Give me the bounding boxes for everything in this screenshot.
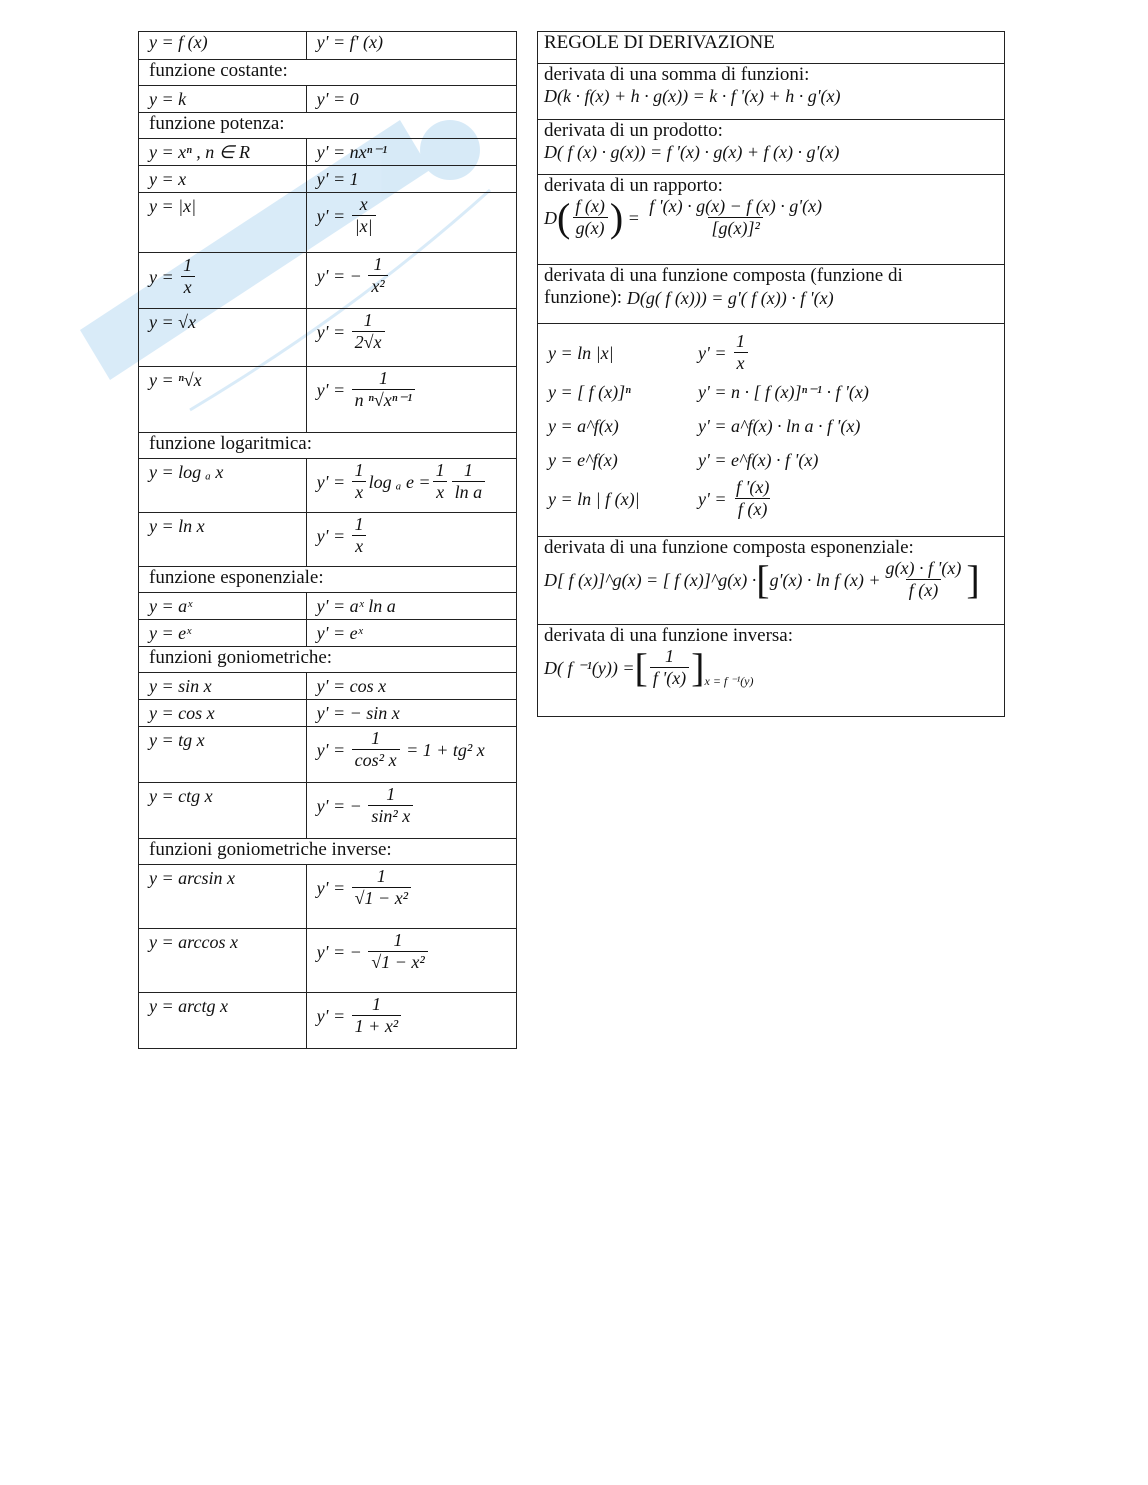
composite-rule-formula: D(g( f (x))) = g'( f (x)) · f '(x) <box>626 287 834 308</box>
fraction: $\frac{1}{x}$ <box>352 461 367 503</box>
derivative-cell: y' = $\frac{1}{x}$ log ₐ e = $\frac{1}{x}$ $\frac{1}{\text{ln a}}$ <box>306 459 516 513</box>
table-row <box>139 700 517 727</box>
table-row <box>139 865 517 929</box>
function-cell: y = ctg x <box>139 783 307 839</box>
section-title: funzione esponenziale: <box>139 567 517 593</box>
header-derivative: y' = f' (x) <box>306 32 516 60</box>
exp-composite-rule <box>538 537 1005 625</box>
function-cell: y = ln x <box>139 513 307 567</box>
table-row <box>139 367 517 433</box>
list-function: y = e^f(x) <box>548 449 618 470</box>
header-function: y = f (x) <box>139 32 307 60</box>
derivative-cell: y' = cos x <box>306 673 516 700</box>
table-row <box>139 459 517 513</box>
fraction: $\frac{1}{\text{ln a}}$ <box>452 461 486 503</box>
derivative-cell: y' = − sin x <box>306 700 516 727</box>
derivative-cell: y' = eˣ <box>306 620 516 647</box>
table-row <box>139 253 517 309</box>
section-title: funzioni goniometriche: <box>139 647 517 673</box>
section-title: funzioni goniometriche inverse: <box>139 839 517 865</box>
exp-composite-formula: D[ f (x)]^g(x) = [ f (x)]^g(x) · [ g'(x) · ln f (x) + $\frac{g(x) \cdot f '(x)}{f (x)}$ ] <box>544 557 980 603</box>
function-cell: y = log ₐ x <box>139 459 307 513</box>
table-row <box>139 513 517 567</box>
function-cell: y = arctg x <box>139 993 307 1049</box>
list-function: y = ln |x| <box>548 342 614 363</box>
table-row <box>139 193 517 253</box>
composite-rule-label-2: funzione): <box>544 287 623 308</box>
table-row <box>139 166 517 193</box>
function-cell: y = x <box>139 166 307 193</box>
ratio-rule-formula: D ( $\frac{f (x)}{g(x)}$ ) = $\frac{f '(x) \cdot g(x) - f (x) \cdot g'(x)}{\text{[g(x)]²}}$ <box>544 195 823 241</box>
fraction: $\frac{1}{\text{√1 − x²}}$ <box>368 931 427 973</box>
derivative-cell: y' = − $\frac{1}{\text{√1 − x²}}$ <box>306 929 516 993</box>
derivative-cell: y' = 1 <box>306 166 516 193</box>
fraction: $\frac{1}{x}$ <box>352 515 367 557</box>
function-cell: y = |x| <box>139 193 307 253</box>
section-title: funzione potenza: <box>139 113 517 139</box>
derivative-cell: y' = $\frac{1}{\text{√1 − x²}}$ <box>306 865 516 929</box>
rules-title: REGOLE DI DERIVAZIONE <box>538 32 1005 64</box>
function-cell: y = aˣ <box>139 593 307 620</box>
common-derivatives <box>538 324 1005 537</box>
derivative-cell: y' = 0 <box>306 86 516 113</box>
table-row <box>139 783 517 839</box>
derivative-cell: y' = aˣ ln a <box>306 593 516 620</box>
derivative-cell: y' = $\frac{1}{\text{cos² x}}$ = 1 + tg² x <box>306 727 516 783</box>
derivative-cell: y' = $\frac{x}{|x|}$ <box>306 193 516 253</box>
function-cell: y = √x <box>139 309 307 367</box>
derivative-cell: y' = nxⁿ⁻¹ <box>306 139 516 166</box>
list-derivative: y' = e^f(x) · f '(x) <box>698 449 819 470</box>
fraction: $\frac{x}{|x|}$ <box>352 195 376 237</box>
composite-rule-label: derivata di una funzione composta (funzione di <box>544 265 903 286</box>
inverse-rule-formula: D( f ⁻¹(y)) = [ $\frac{1}{f '(x)}$ ] x = f ⁻¹(y) <box>544 645 754 691</box>
derivation-rules-table <box>537 31 1005 717</box>
product-rule-label: derivata di un prodotto: <box>544 120 723 141</box>
fraction: $\frac{1}{\text{n ⁿ√xⁿ⁻¹}}$ <box>352 369 416 411</box>
sum-rule-label: derivata di una somma di funzioni: <box>544 64 810 85</box>
derivative-cell: y' = − $\frac{1}{\text{sin² x}}$ <box>306 783 516 839</box>
function-cell: y = arccos x <box>139 929 307 993</box>
fraction: $\frac{1}{x}$ <box>433 461 448 503</box>
fraction: $\frac{1}{\text{√1 − x²}}$ <box>352 867 411 909</box>
function-cell: y = $\frac{1}{x}$ <box>139 253 307 309</box>
ratio-rule <box>538 175 1005 265</box>
fraction: $\frac{1}{x}$ <box>180 256 195 298</box>
fraction: $\frac{1}{x}$ <box>733 332 748 374</box>
function-cell: y = xⁿ , n ∈ R <box>139 139 307 166</box>
list-derivative: y' = $\frac{f '(x)}{f (x)}$ <box>698 478 1004 520</box>
table-row <box>139 139 517 166</box>
table-row <box>139 673 517 700</box>
derivative-cell: y' = $\frac{1}{\text{1 + x²}}$ <box>306 993 516 1049</box>
section-title: funzione logaritmica: <box>139 433 517 459</box>
list-function: y = a^f(x) <box>548 415 619 436</box>
fraction: $\frac{1}{\text{sin² x}}$ <box>368 785 413 827</box>
ratio-rule-label: derivata di un rapporto: <box>544 175 723 196</box>
fraction: $\frac{1}{\text{1 + x²}}$ <box>352 995 402 1037</box>
table-row <box>139 993 517 1049</box>
function-cell: y = eˣ <box>139 620 307 647</box>
table-row <box>139 86 517 113</box>
exp-composite-label: derivata di una funzione composta esponenziale: <box>544 537 914 558</box>
function-cell: y = k <box>139 86 307 113</box>
fraction: $\frac{1}{\text{x²}}$ <box>368 255 387 297</box>
table-row <box>139 727 517 783</box>
derivative-cell: y' = − $\frac{1}{\text{x²}}$ <box>306 253 516 309</box>
fraction: $\frac{f '(x)}{f (x)}$ <box>736 477 770 520</box>
list-derivative: y' = $\frac{1}{x}$ <box>698 332 1004 374</box>
table-row <box>139 593 517 620</box>
list-derivative: y' = a^f(x) · ln a · f '(x) <box>698 415 861 436</box>
product-rule <box>538 120 1005 175</box>
function-cell: y = tg x <box>139 727 307 783</box>
product-rule-formula: D( f (x) · g(x)) = f '(x) · g(x) + f (x) · g'(x) <box>544 142 840 162</box>
derivative-cell: y' = $\frac{1}{x}$ <box>306 513 516 567</box>
function-cell: y = sin x <box>139 673 307 700</box>
section-title: funzione costante: <box>139 60 517 86</box>
function-cell: y = ⁿ√x <box>139 367 307 433</box>
list-function: y = ln | f (x)| <box>548 489 640 510</box>
inverse-rule-label: derivata di una funzione inversa: <box>544 625 794 646</box>
sum-rule-formula: D(k · f(x) + h · g(x)) = k · f '(x) + h · g'(x) <box>544 86 841 106</box>
table-row <box>139 929 517 993</box>
derivatives-table <box>138 31 517 1049</box>
derivative-cell: y' = $\frac{1}{\text{n ⁿ√xⁿ⁻¹}}$ <box>306 367 516 433</box>
table-row <box>139 620 517 647</box>
derivative-cell: y' = $\frac{1}{2√x}$ <box>306 309 516 367</box>
fraction: $\frac{1}{\text{cos² x}}$ <box>352 729 400 771</box>
composite-rule <box>538 265 1005 324</box>
list-derivative: y' = n · [ f (x)]ⁿ⁻¹ · f '(x) <box>698 381 869 402</box>
inverse-rule <box>538 625 1005 717</box>
function-cell: y = cos x <box>139 700 307 727</box>
table-row <box>139 309 517 367</box>
fraction: $\frac{1}{2√x}$ <box>352 311 385 353</box>
list-function: y = [ f (x)]ⁿ <box>548 381 631 402</box>
sum-rule <box>538 64 1005 120</box>
function-cell: y = arcsin x <box>139 865 307 929</box>
